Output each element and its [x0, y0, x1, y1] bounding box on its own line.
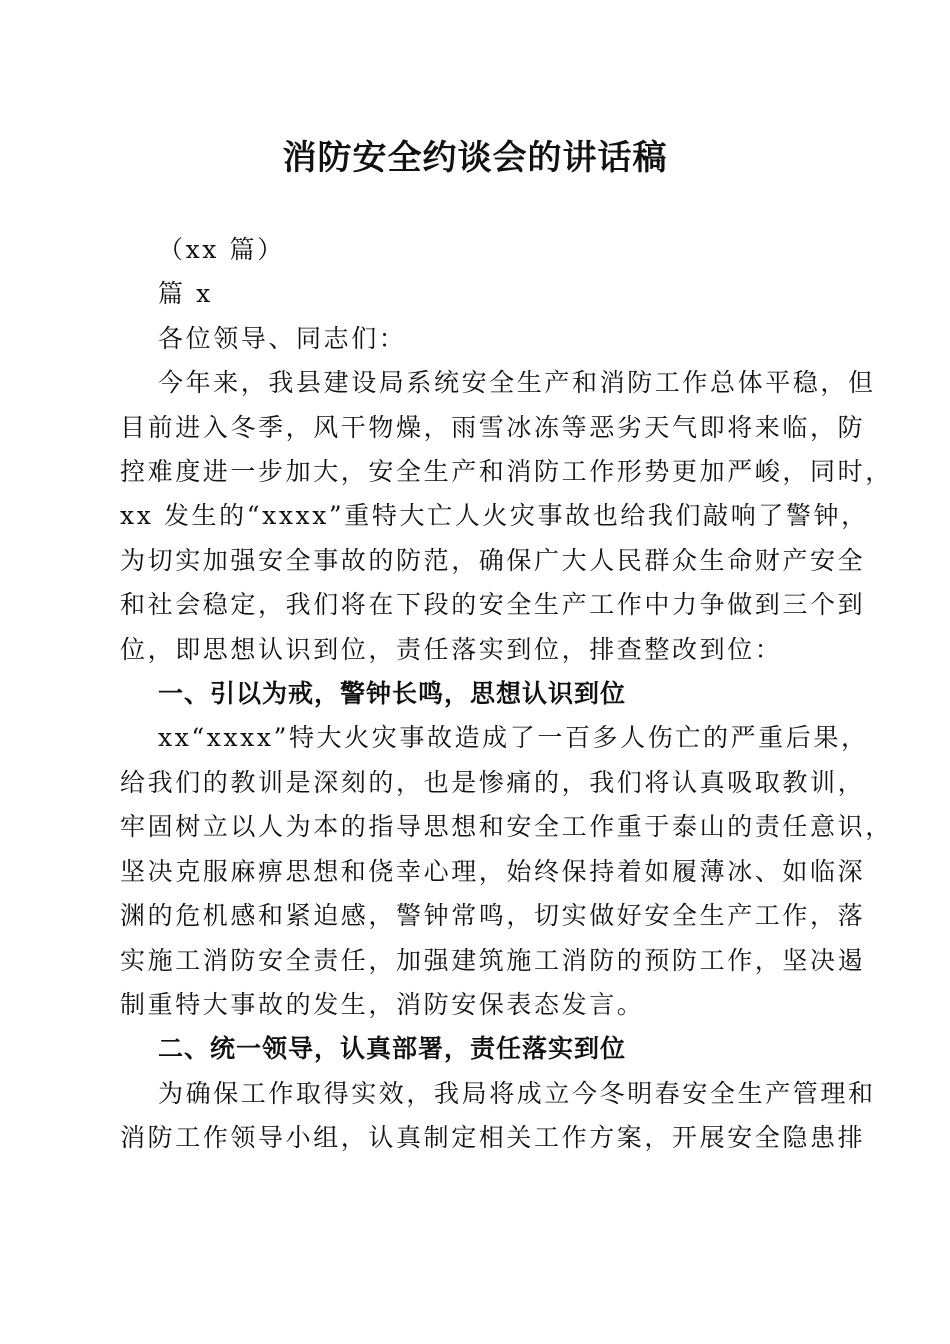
paragraph-2-line: xx“xxxx”特大火灾事故造成了一百多人伤亡的严重后果，	[158, 723, 869, 753]
section-heading-1: 一、引以为戒，警钟长鸣，思想认识到位	[158, 679, 627, 709]
section-label: 篇 x	[158, 279, 213, 309]
paragraph-1-line: 和社会稳定，我们将在下段的安全生产工作中力争做到三个到	[120, 590, 866, 620]
salutation: 各位领导、同志们：	[158, 323, 407, 353]
paragraph-1-line: xx 发生的“xxxx”重特大亡人火灾事故也给我们敲响了警钟，	[120, 501, 869, 531]
paragraph-2-line: 制重特大事故的发生，消防安保表态发言。	[120, 989, 645, 1019]
document-body	[120, 228, 893, 1161]
section-heading-2: 二、统一领导，认真部署，责任落实到位	[158, 1034, 627, 1064]
paragraph-2-line: 坚决克服麻痹思想和侥幸心理，始终保持着如履薄冰、如临深	[120, 856, 866, 886]
paragraph-2-line: 给我们的教训是深刻的，也是惨痛的，我们将认真吸取教训，	[120, 767, 866, 797]
paragraph-1-line: 为切实加强安全事故的防范，确保广大人民群众生命财产安全	[120, 545, 866, 575]
paragraph-2-line: 牢固树立以人为本的指导思想和安全工作重于泰山的责任意识，	[120, 812, 893, 842]
paragraph-1-line: 今年来，我县建设局系统安全生产和消防工作总体平稳，但	[158, 368, 876, 398]
paragraph-3-line: 消防工作领导小组，认真制定相关工作方案，开展安全隐患排	[120, 1123, 866, 1153]
paragraph-2-line: 实施工消防安全责任，加强建筑施工消防的预防工作，坚决遏	[120, 945, 866, 975]
paragraph-1-line: 目前进入冬季，风干物燥，雨雪冰冻等恶劣天气即将来临，防	[120, 412, 866, 442]
subtitle: （xx 篇）	[158, 235, 285, 264]
paragraph-3-line: 为确保工作取得实效，我局将成立今冬明春安全生产管理和	[158, 1078, 876, 1108]
paragraph-1-line: 位，即思想认识到位，责任落实到位，排查整改到位：	[120, 634, 783, 664]
page-title: 消防安全约谈会的讲话稿	[282, 138, 668, 178]
paragraph-1-line: 控难度进一步加大，安全生产和消防工作形势更加严峻，同时，	[120, 457, 893, 487]
paragraph-2-line: 渊的危机感和紧迫感，警钟常鸣，切实做好安全生产工作，落	[120, 901, 866, 931]
